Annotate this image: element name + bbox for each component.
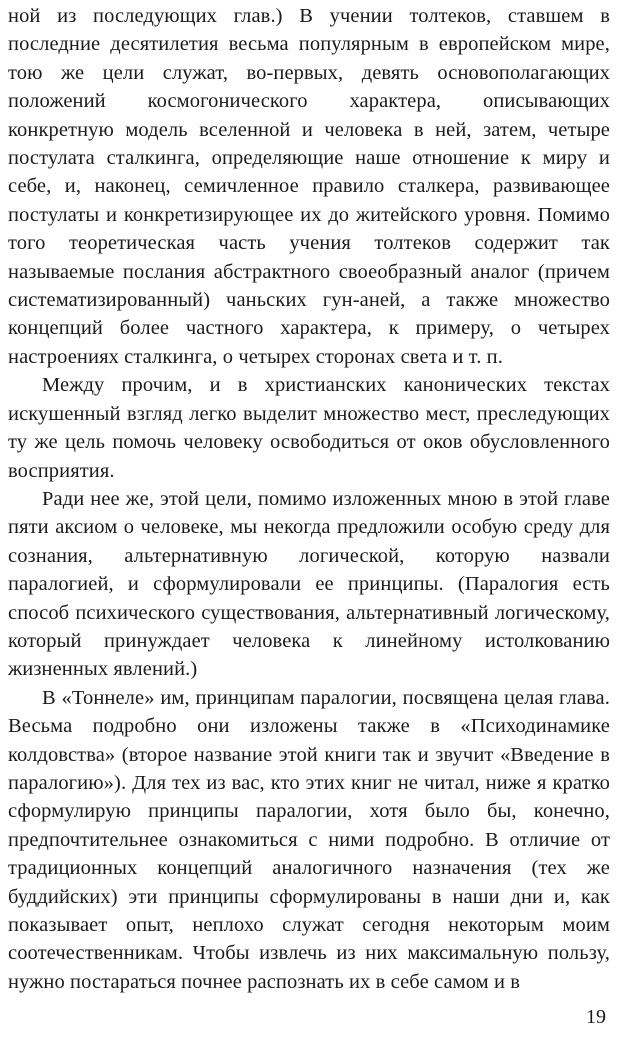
paragraph-4: В «Тоннеле» им, принципам паралогии, посвящена целая глава. Весьма подробно они изложены также в «Психодинамике колдовства» (второе название этой книги так и звучит «Введение в паралогию»). Для тех из вас, кто этих книг не читал, ниже я кратко сформулирую принципы паралогии, хотя было бы, конечно, предпочтительнее ознакомиться с ними подробно. В отличие от традиционных концепций аналогичного назначения (тех же буддийских) эти принципы сформулированы в наши дни и, как показывает опыт, неплохо служат сегодня некоторым моим соотечественникам. Чтобы извлечь из них максимальную пользу, нужно постараться почнее распознать их в себе самом и в	[8, 686, 610, 993]
paragraph-3: Ради нее же, этой цели, помимо изложенных мною в этой главе пяти аксиом о человеке, мы некогда предложили особую среду для сознания, альтернативную логической, которую назвали паралогией, и сформулировали ее принципы. (Паралогия есть способ психического существования, альтернативный логическому, который принуждает человека к линейному истолкованию жизненных явлений.)	[8, 487, 610, 681]
paragraph-1: ной из последующих глав.) В учении толтеков, ставшем в последние десятилетия весьма популярным в европейском мире, тою же цели служат, во-первых, девять основополагающих положений космогонического характера, описывающих конкретную модель вселенной и человека в ней, затем, четыре постулата сталкинга, определяющие наше отношение к миру и себе, и, наконец, семичленное правило сталкера, развивающее постулаты и конкретизирующее их до житейского уровня. Помимо того теоретическая часть учения толтеков содержит так называемые послания абстрактного своеобразный аналог (причем систематизированный) чаньских гун-аней, а также множество концепций более частного характера, к примеру, о четырех настроениях сталкинга, о четырех сторонах света и т. п.	[8, 5, 610, 368]
page-number: 19	[586, 1006, 606, 1028]
paragraph-2: Между прочим, и в христианских канонических текстах искушенный взгляд легко выделит множество мест, преследующих ту же цель помочь человеку освободиться от оков обусловленного восприятия.	[8, 374, 610, 482]
